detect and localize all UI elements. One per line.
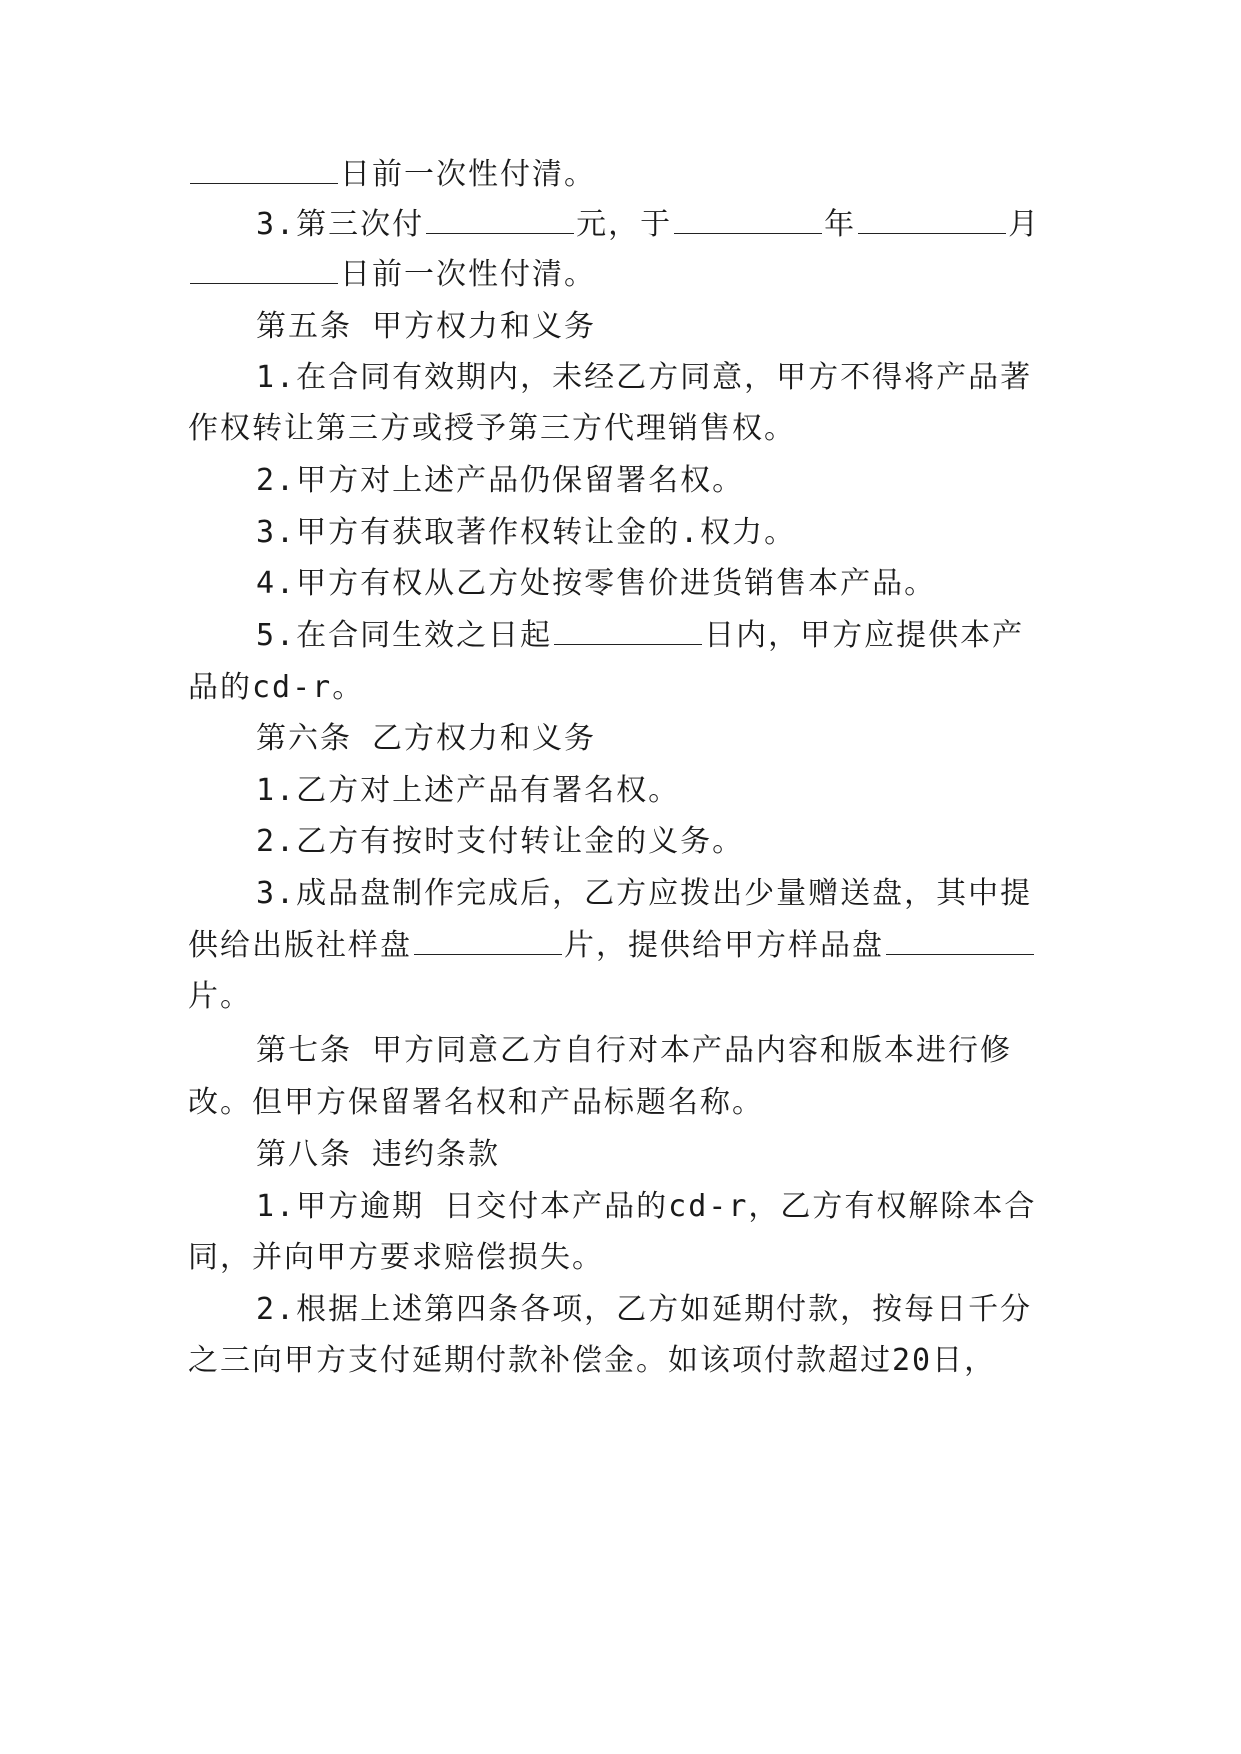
article-5-item-2: 2.甲方对上述产品仍保留署名权。	[256, 463, 745, 498]
text-segment: 3.第三次付	[256, 207, 425, 242]
article-5-item-4: 4.甲方有权从乙方处按零售价进货销售本产品。	[256, 566, 937, 601]
fill-blank-month[interactable]	[858, 205, 1006, 234]
payment-clause-3-end	[188, 255, 1048, 295]
article-6-item-1: 1.乙方对上述产品有署名权。	[256, 773, 681, 808]
fill-blank-amount[interactable]	[426, 205, 574, 234]
text-segment: 元，于	[576, 207, 673, 242]
text-segment: 日内，甲方应提供本产	[704, 618, 1025, 653]
article-5-item-5	[256, 616, 1116, 656]
fill-blank-publisher-samples[interactable]	[414, 926, 562, 955]
article-7: 第七条 甲方同意乙方自行对本产品内容和版本进行修	[256, 1033, 1013, 1068]
article-6-item-2: 2.乙方有按时支付转让金的义务。	[256, 824, 745, 859]
fill-blank-days[interactable]	[554, 616, 702, 645]
article-5-heading: 第五条 甲方权力和义务	[256, 309, 597, 344]
article-5-item-1-cont: 作权转让第三方或授予第三方代理销售权。	[188, 411, 796, 446]
article-6-heading: 第六条 乙方权力和义务	[256, 721, 597, 756]
article-7-cont: 改。但甲方保留署名权和产品标题名称。	[188, 1085, 764, 1120]
payment-clause-3	[256, 205, 1116, 245]
payment-clause-2-end	[188, 155, 1048, 195]
fill-blank-day[interactable]	[190, 255, 338, 284]
text-segment: 日前一次性付清。	[340, 257, 596, 292]
fill-blank-year[interactable]	[674, 205, 822, 234]
article-8-item-1-cont: 同，并向甲方要求赔偿损失。	[188, 1240, 604, 1275]
text-segment: 片，提供给甲方样品盘	[564, 928, 884, 963]
text-segment: 月	[1008, 207, 1041, 242]
text-segment: 日前一次性付清。	[340, 157, 596, 192]
article-6-item-3-cont	[188, 926, 1048, 966]
article-8-item-2: 2.根据上述第四条各项，乙方如延期付款，按每日千分	[256, 1292, 1033, 1327]
text-segment: 5.在合同生效之日起	[256, 618, 553, 653]
article-5-item-1: 1.在合同有效期内，未经乙方同意，甲方不得将产品著	[256, 360, 1033, 395]
text-segment: 年	[824, 207, 857, 242]
article-5-item-5-cont: 品的cd-r。	[188, 670, 365, 705]
text-segment: 供给出版社样盘	[188, 928, 412, 963]
article-6-item-3: 3.成品盘制作完成后，乙方应拨出少量赠送盘，其中提	[256, 876, 1033, 911]
article-6-item-3-end: 片。	[188, 979, 252, 1014]
article-8-item-2-cont: 之三向甲方支付延期付款补偿金。如该项付款超过20日，	[188, 1343, 997, 1378]
fill-blank-party-a-samples[interactable]	[886, 926, 1034, 955]
article-8-item-1: 1.甲方逾期 日交付本产品的cd-r，乙方有权解除本合	[256, 1189, 1037, 1224]
article-8-heading: 第八条 违约条款	[256, 1137, 501, 1172]
fill-blank-day[interactable]	[190, 155, 338, 184]
article-5-item-3: 3.甲方有获取著作权转让金的.权力。	[256, 515, 797, 550]
